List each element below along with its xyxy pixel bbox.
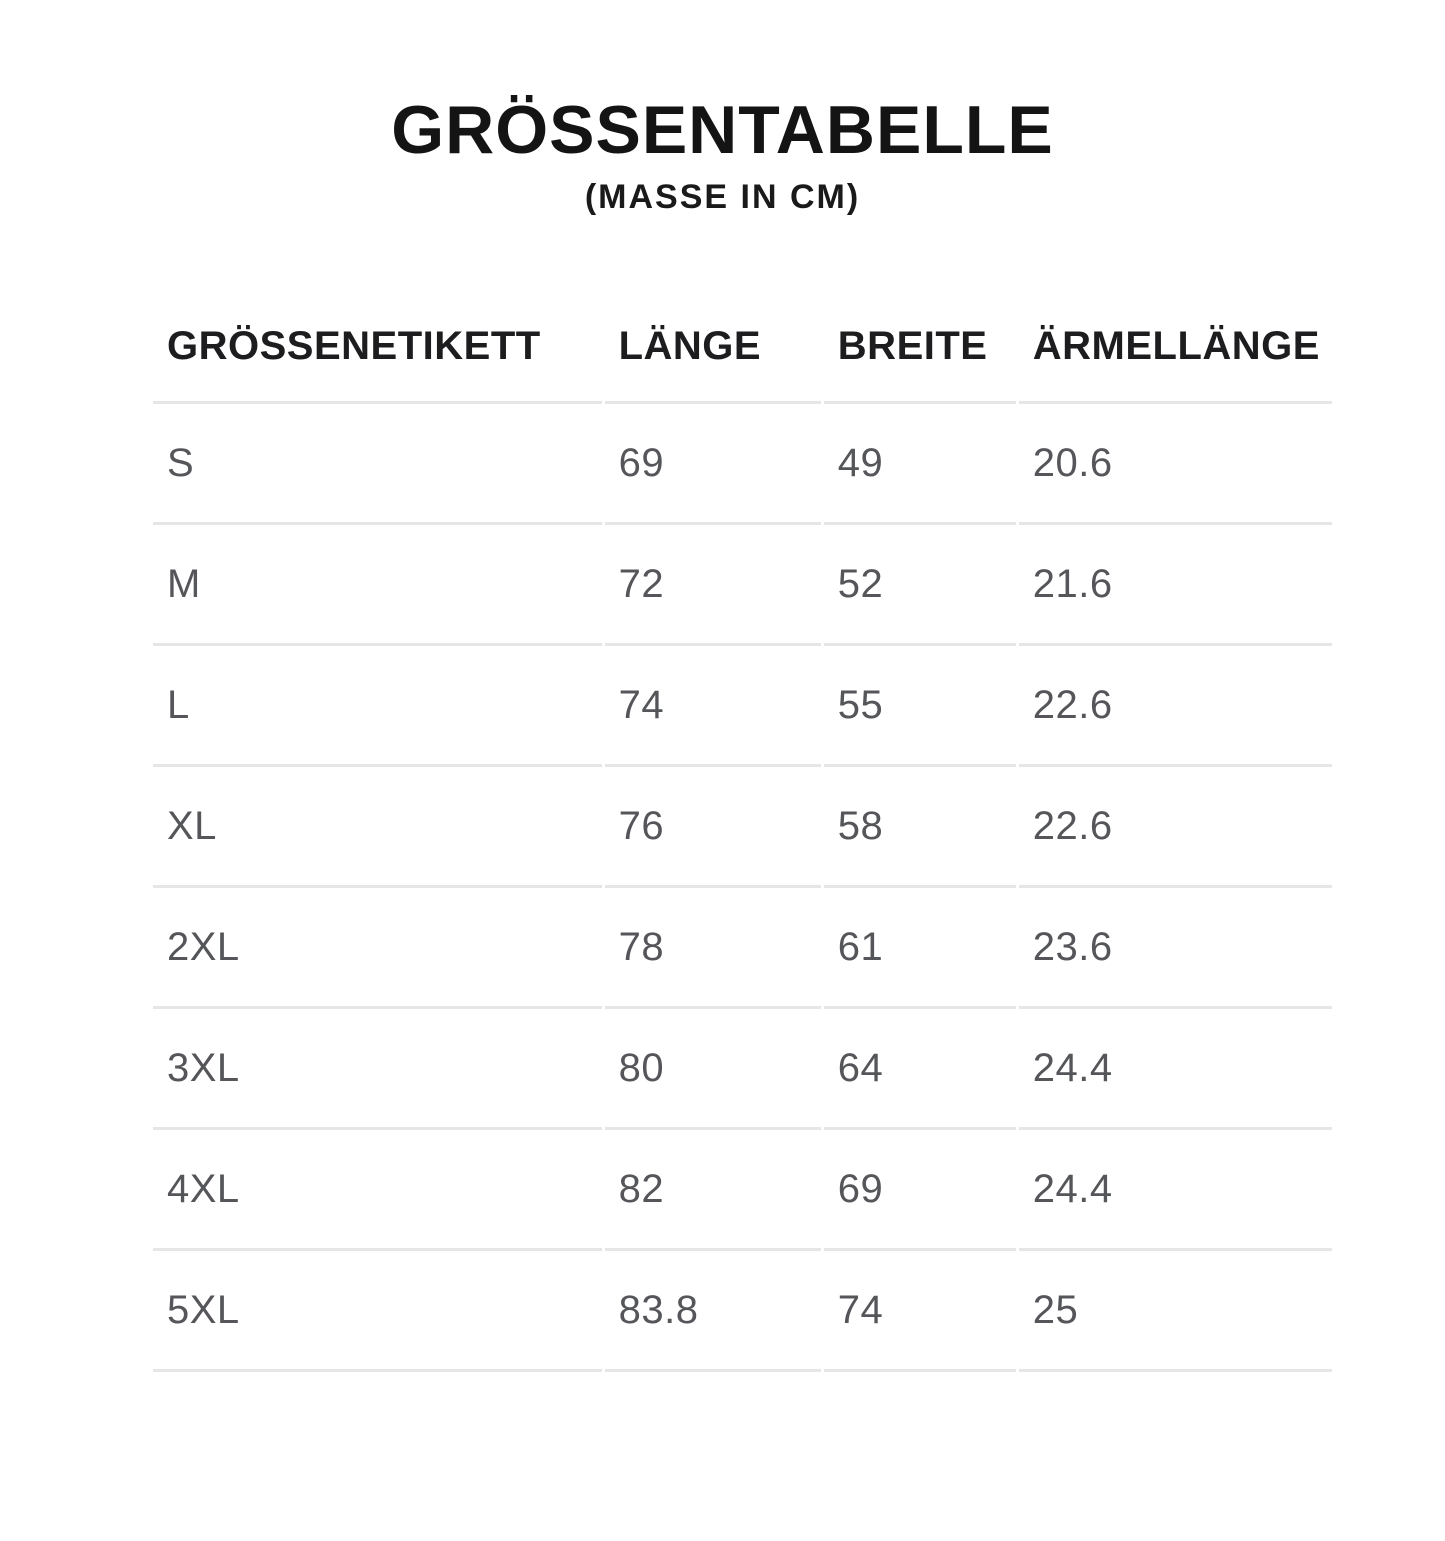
width-cell: 74 [824, 1251, 1016, 1372]
length-cell: 76 [605, 767, 821, 888]
col-header-width: BREITE [824, 326, 1016, 404]
sleeve-length-cell: 22.6 [1019, 646, 1332, 767]
length-cell: 80 [605, 1009, 821, 1130]
length-cell: 82 [605, 1130, 821, 1251]
table-row-m [153, 525, 1332, 646]
width-cell: 69 [824, 1130, 1016, 1251]
col-header-size-label: GRÖSSENETIKETT [153, 326, 602, 404]
table-row-s [153, 404, 1332, 525]
size-label-cell: XL [153, 767, 602, 888]
length-cell: 72 [605, 525, 821, 646]
table-row-xl [153, 767, 1332, 888]
size-table-body [153, 404, 1332, 1372]
table-row-l [153, 646, 1332, 767]
width-cell: 58 [824, 767, 1016, 888]
table-row-2xl [153, 888, 1332, 1009]
col-header-sleeve-length: ÄRMELLÄNGE [1019, 326, 1332, 404]
size-chart-page [0, 92, 1445, 1372]
width-cell: 64 [824, 1009, 1016, 1130]
page-subtitle: (MASSE IN CM) [584, 178, 861, 216]
sleeve-length-cell: 20.6 [1019, 404, 1332, 525]
sleeve-length-cell: 21.6 [1019, 525, 1332, 646]
table-row-5xl [153, 1251, 1332, 1372]
sleeve-length-cell: 24.4 [1019, 1009, 1332, 1130]
width-cell: 55 [824, 646, 1016, 767]
length-cell: 78 [605, 888, 821, 1009]
size-label-cell: M [153, 525, 602, 646]
length-cell: 69 [605, 404, 821, 525]
size-label-cell: S [153, 404, 602, 525]
size-label-cell: 5XL [153, 1251, 602, 1372]
size-label-cell: 3XL [153, 1009, 602, 1130]
sleeve-length-cell: 22.6 [1019, 767, 1332, 888]
size-table-header [153, 326, 1332, 404]
size-label-cell: L [153, 646, 602, 767]
col-header-length: LÄNGE [605, 326, 821, 404]
size-label-cell: 4XL [153, 1130, 602, 1251]
table-row-3xl [153, 1009, 1332, 1130]
width-cell: 52 [824, 525, 1016, 646]
size-label-cell: 2XL [153, 888, 602, 1009]
header-row [153, 326, 1332, 404]
sleeve-length-cell: 23.6 [1019, 888, 1332, 1009]
width-cell: 49 [824, 404, 1016, 525]
length-cell: 83.8 [605, 1251, 821, 1372]
width-cell: 61 [824, 888, 1016, 1009]
page-title: GRÖSSENTABELLE [391, 92, 1054, 168]
size-table [150, 326, 1335, 1372]
sleeve-length-cell: 25 [1019, 1251, 1332, 1372]
table-row-4xl [153, 1130, 1332, 1251]
sleeve-length-cell: 24.4 [1019, 1130, 1332, 1251]
length-cell: 74 [605, 646, 821, 767]
